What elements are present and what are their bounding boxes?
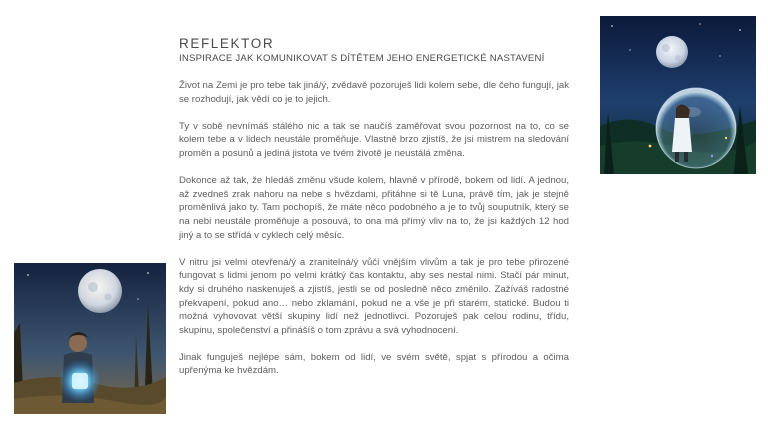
paragraph-5: Jinak funguješ nejlépe sám, bokem od lidí, ve svém světě, spjat s přírodou a očima upřenýma ke hvězdám. [179,351,569,377]
paragraph-3: Dokonce až tak, že hledáš změnu všude kolem, hlavně v přírodě, bokem od lidí. A jednou, až zvedneš zrak nahoru na nebe s hvězdami, přitáhne si tě Luna, právě tím, jak je stejně proměnlivá jako ty. Tam pochopíš, že máte něco podobného a je to tvůj souputník, který se na nebi neustále proměňuje a posouvá, to ona má přímý vliv na to, že jsi každých 12 hod jiný a to se střídá v cyklech celý měsíc. [179,175,569,241]
paragraph-4: V nitru jsi velmi otevřená/ý a zranitelná/ý vůči vnějším vlivům a tak je pro tebe přirozené fungovat s lidmi jenom po velmi krátký čas kontaktu, aby ses nestal nimi. Stačí pár minut, kdy si druhého naskenuješ a zjistíš, jestli se od posledně něco změnilo. Zažíváš radostné překvapení, pokud ano… nebo zklamání, pokud ne a vše je při starém, statické. Budou ti možná vyhovovat větší skupiny lidí než jednotlivci. Pozoruješ pak celou rodinu, třídu, skupinu, společenství a přinášíš o tom zprávu a svá vyhodnocení. [179,256,569,336]
page-title: REFLEKTOR [179,36,275,51]
moon-child-glow-illustration [14,263,166,414]
moon-child-bubble-illustration [600,16,756,174]
paragraph-1: Život na Zemi je pro tebe tak jiná/ý, zvědavě pozoruješ lidi kolem sebe, dle čeho fungují, jak se rozhodují, jak vědí co je to jejich. [179,80,569,105]
paragraph-2: Ty v sobě nevnímáš stálého nic a tak se naučíš zaměřovat svou pozornost na to, co se kolem tebe a v lidech neustále proměňuje. Vlastně brzo zjistíš, že jsi mistrem na sledování proměn a posunů a jediná jistota ve tvém životě je neustálá změna. [179,120,569,159]
page-subtitle: INSPIRACE JAK KOMUNIKOVAT S DÍTĚTEM JEHO ENERGETICKÉ NASTAVENÍ [179,53,545,64]
article-body [179,79,569,392]
